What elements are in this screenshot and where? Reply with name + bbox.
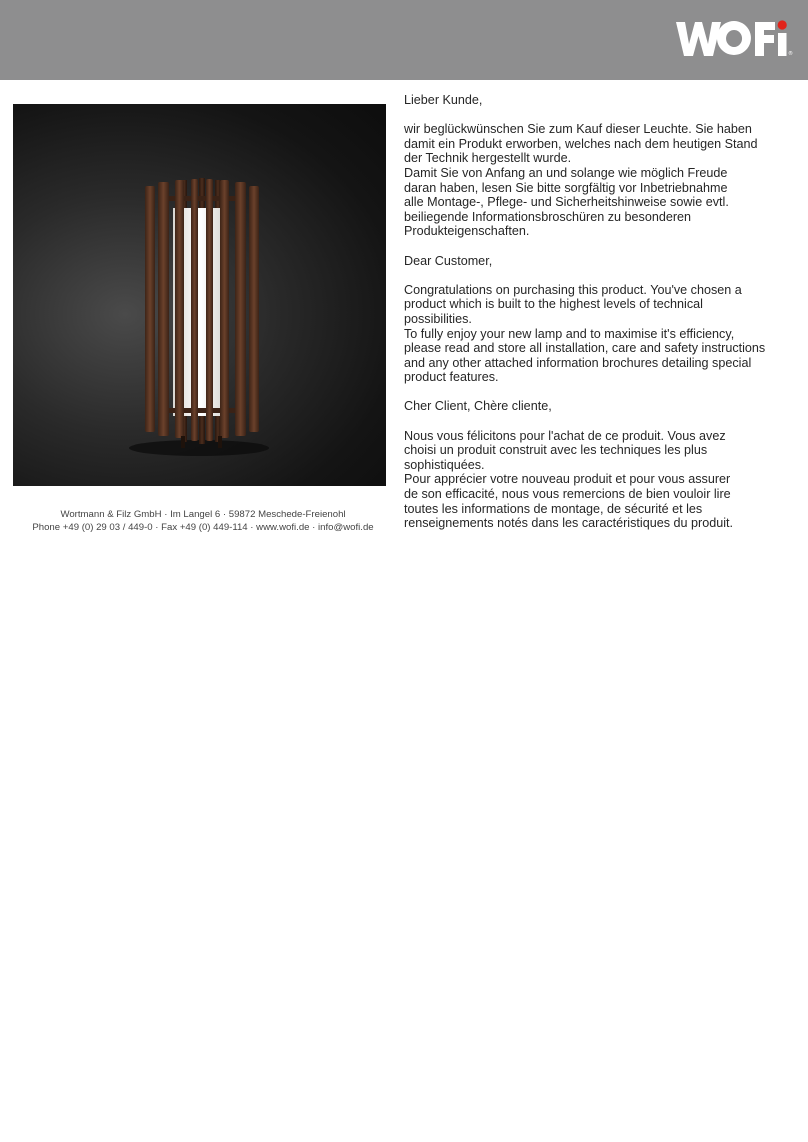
greeting-en: Dear Customer, — [404, 253, 493, 268]
greeting-fr: Cher Client, Chère cliente, — [404, 399, 552, 414]
logo-dot — [778, 20, 787, 29]
text-line: alle Montage-, Pflege- und Sicherheitshinweise sowie evtl. — [404, 195, 729, 210]
text-line: beiliegende Informationsbroschüren zu besonderen — [404, 209, 692, 224]
company-phone-web: Phone +49 (0) 29 03 / 449-0 · Fax +49 (0) 449-114 · www.wofi.de · info@wofi.de — [32, 522, 374, 533]
text-line: and any other attached information brochures detailing special — [404, 355, 752, 370]
text-line: de son efficacité, nous vous remercions de bien vouloir lire — [404, 487, 731, 502]
text-line: Congratulations on purchasing this product. You've chosen a — [404, 282, 742, 297]
text-line: renseignements notés dans les caractéristiques du produit. — [404, 516, 734, 531]
company-contact — [13, 508, 393, 534]
company-address: Wortmann & Filz GmbH · Im Langel 6 · 59872 Meschede-Freienohl — [60, 509, 346, 520]
text-line: daran haben, lesen Sie bitte sorgfältig vor Inbetriebnahme — [404, 180, 728, 195]
svg-text:®: ® — [788, 51, 793, 57]
text-line: product features. — [404, 370, 499, 385]
text-line: damit ein Produkt erworben, welches nach dem heutigen Stand — [404, 136, 758, 151]
paragraph-fr — [404, 429, 796, 531]
text-line: choisi un produit construit avec les techniques les plus — [404, 443, 708, 458]
text-line: please read and store all installation, care and safety instructions — [404, 341, 766, 356]
greeting-de: Lieber Kunde, — [404, 93, 483, 107]
paragraph-de — [404, 122, 796, 239]
customer-letter — [404, 93, 796, 545]
text-line: Nous vous félicitons pour l'achat de ce produit. Vous avez — [404, 428, 726, 443]
text-line: Pour apprécier votre nouveau produit et pour vous assurer — [404, 472, 731, 487]
lamp-icon — [13, 104, 386, 486]
text-line: toutes les informations de montage, de sécurité et les — [404, 501, 703, 516]
text-line: Damit Sie von Anfang an und solange wie möglich Freude — [404, 165, 728, 180]
text-line: Produkteigenschaften. — [404, 224, 530, 239]
wofi-logo — [668, 14, 796, 64]
text-line: possibilities. — [404, 311, 472, 326]
text-line: wir beglückwünschen Sie zum Kauf dieser Leuchte. Sie haben — [404, 122, 752, 137]
product-photo — [13, 104, 386, 486]
text-line: der Technik hergestellt wurde. — [404, 151, 572, 166]
paragraph-en — [404, 283, 796, 385]
text-line: sophistiquées. — [404, 457, 485, 472]
text-line: To fully enjoy your new lamp and to maximise it's efficiency, — [404, 326, 735, 341]
text-line: product which is built to the highest levels of technical — [404, 297, 703, 312]
